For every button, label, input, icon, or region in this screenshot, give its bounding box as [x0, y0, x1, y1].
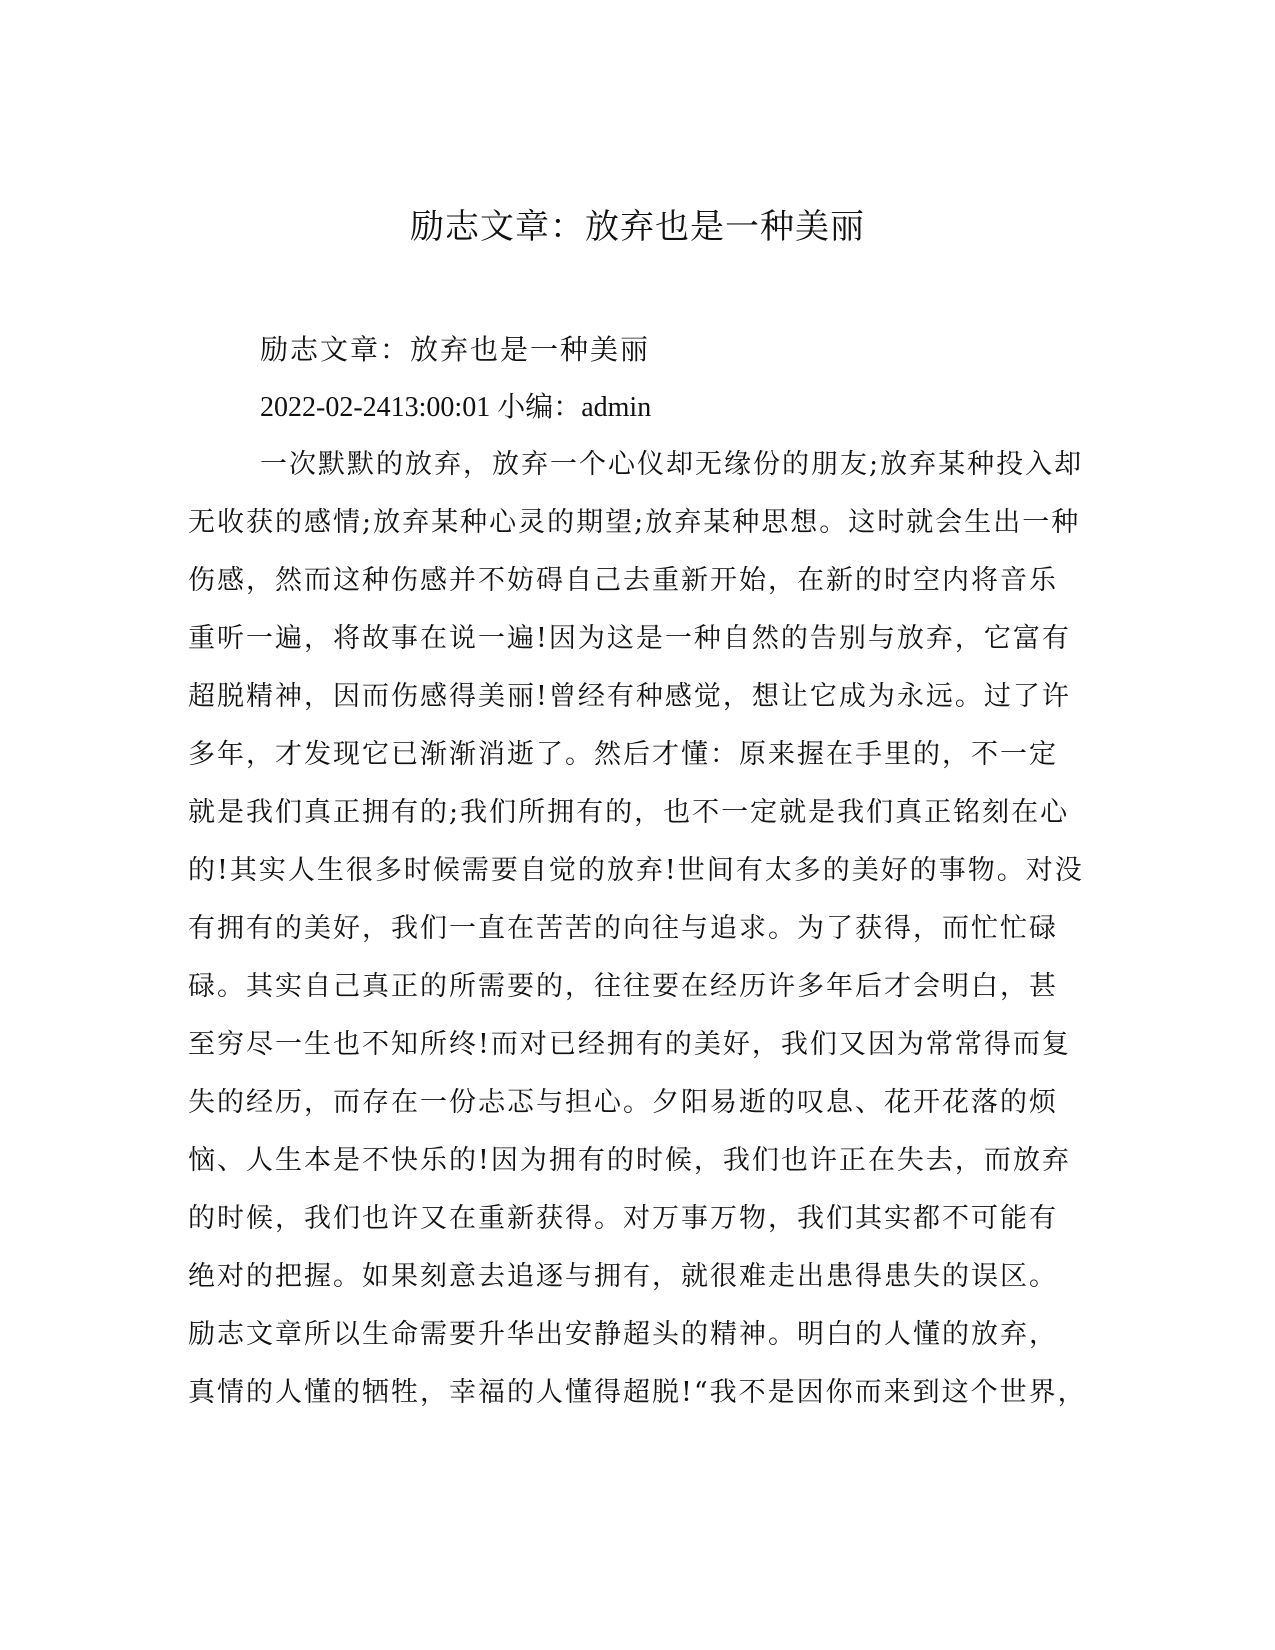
body-line: 的!其实人生很多时候需要自觉的放弃!世间有太多的美好的事物。对没	[188, 855, 1084, 886]
body-line: 失的经历，而存在一份忐忑与担心。夕阳易逝的叹息、花开花落的烦	[188, 1087, 1058, 1118]
body-line: 有拥有的美好，我们一直在苦苦的向往与追求。为了获得，而忙忙碌	[188, 913, 1058, 944]
body-line: 重听一遍，将故事在说一遍!因为这是一种自然的告别与放弃，它富有	[188, 623, 1071, 654]
document-title: 励志文章：放弃也是一种美丽	[410, 207, 865, 247]
body-line: 多年，才发现它已渐渐消逝了。然后才懂：原来握在手里的，不一定	[188, 739, 1058, 770]
article-meta: 2022-02-2413:00:01 小编：admin	[260, 392, 652, 423]
body-line: 就是我们真正拥有的;我们所拥有的，也不一定就是我们真正铭刻在心	[188, 797, 1070, 828]
body-line: 真情的人懂的牺牲，幸福的人懂得超脱!“我不是因你而来到这个世界，	[188, 1377, 1087, 1408]
body-line: 的时候，我们也许又在重新获得。对万事万物，我们其实都不可能有	[188, 1203, 1058, 1234]
body-line: 超脱精神，因而伤感得美丽!曾经有种感觉，想让它成为永远。过了许	[188, 681, 1071, 712]
body-line: 恼、人生本是不快乐的!因为拥有的时候，我们也许正在失去，而放弃	[188, 1145, 1071, 1176]
body-line: 无收获的感情;放弃某种心灵的期望;放弃某种思想。这时就会生出一种	[188, 507, 1081, 538]
body-line: 一次默默的放弃，放弃一个心仪却无缘份的朋友;放弃某种投入却	[260, 449, 1084, 480]
body-line: 绝对的把握。如果刻意去追逐与拥有，就很难走出患得患失的误区。	[188, 1261, 1058, 1292]
article-subtitle: 励志文章：放弃也是一种美丽	[260, 333, 651, 366]
body-line: 励志文章所以生命需要升华出安静超头的精神。明白的人懂的放弃，	[188, 1319, 1058, 1350]
body-line: 伤感，然而这种伤感并不妨碍自己去重新开始，在新的时空内将音乐	[188, 565, 1058, 596]
body-line: 碌。其实自己真正的所需要的，往往要在经历许多年后才会明白，甚	[188, 971, 1058, 1002]
body-line: 至穷尽一生也不知所终!而对已经拥有的美好，我们又因为常常得而复	[188, 1029, 1071, 1060]
